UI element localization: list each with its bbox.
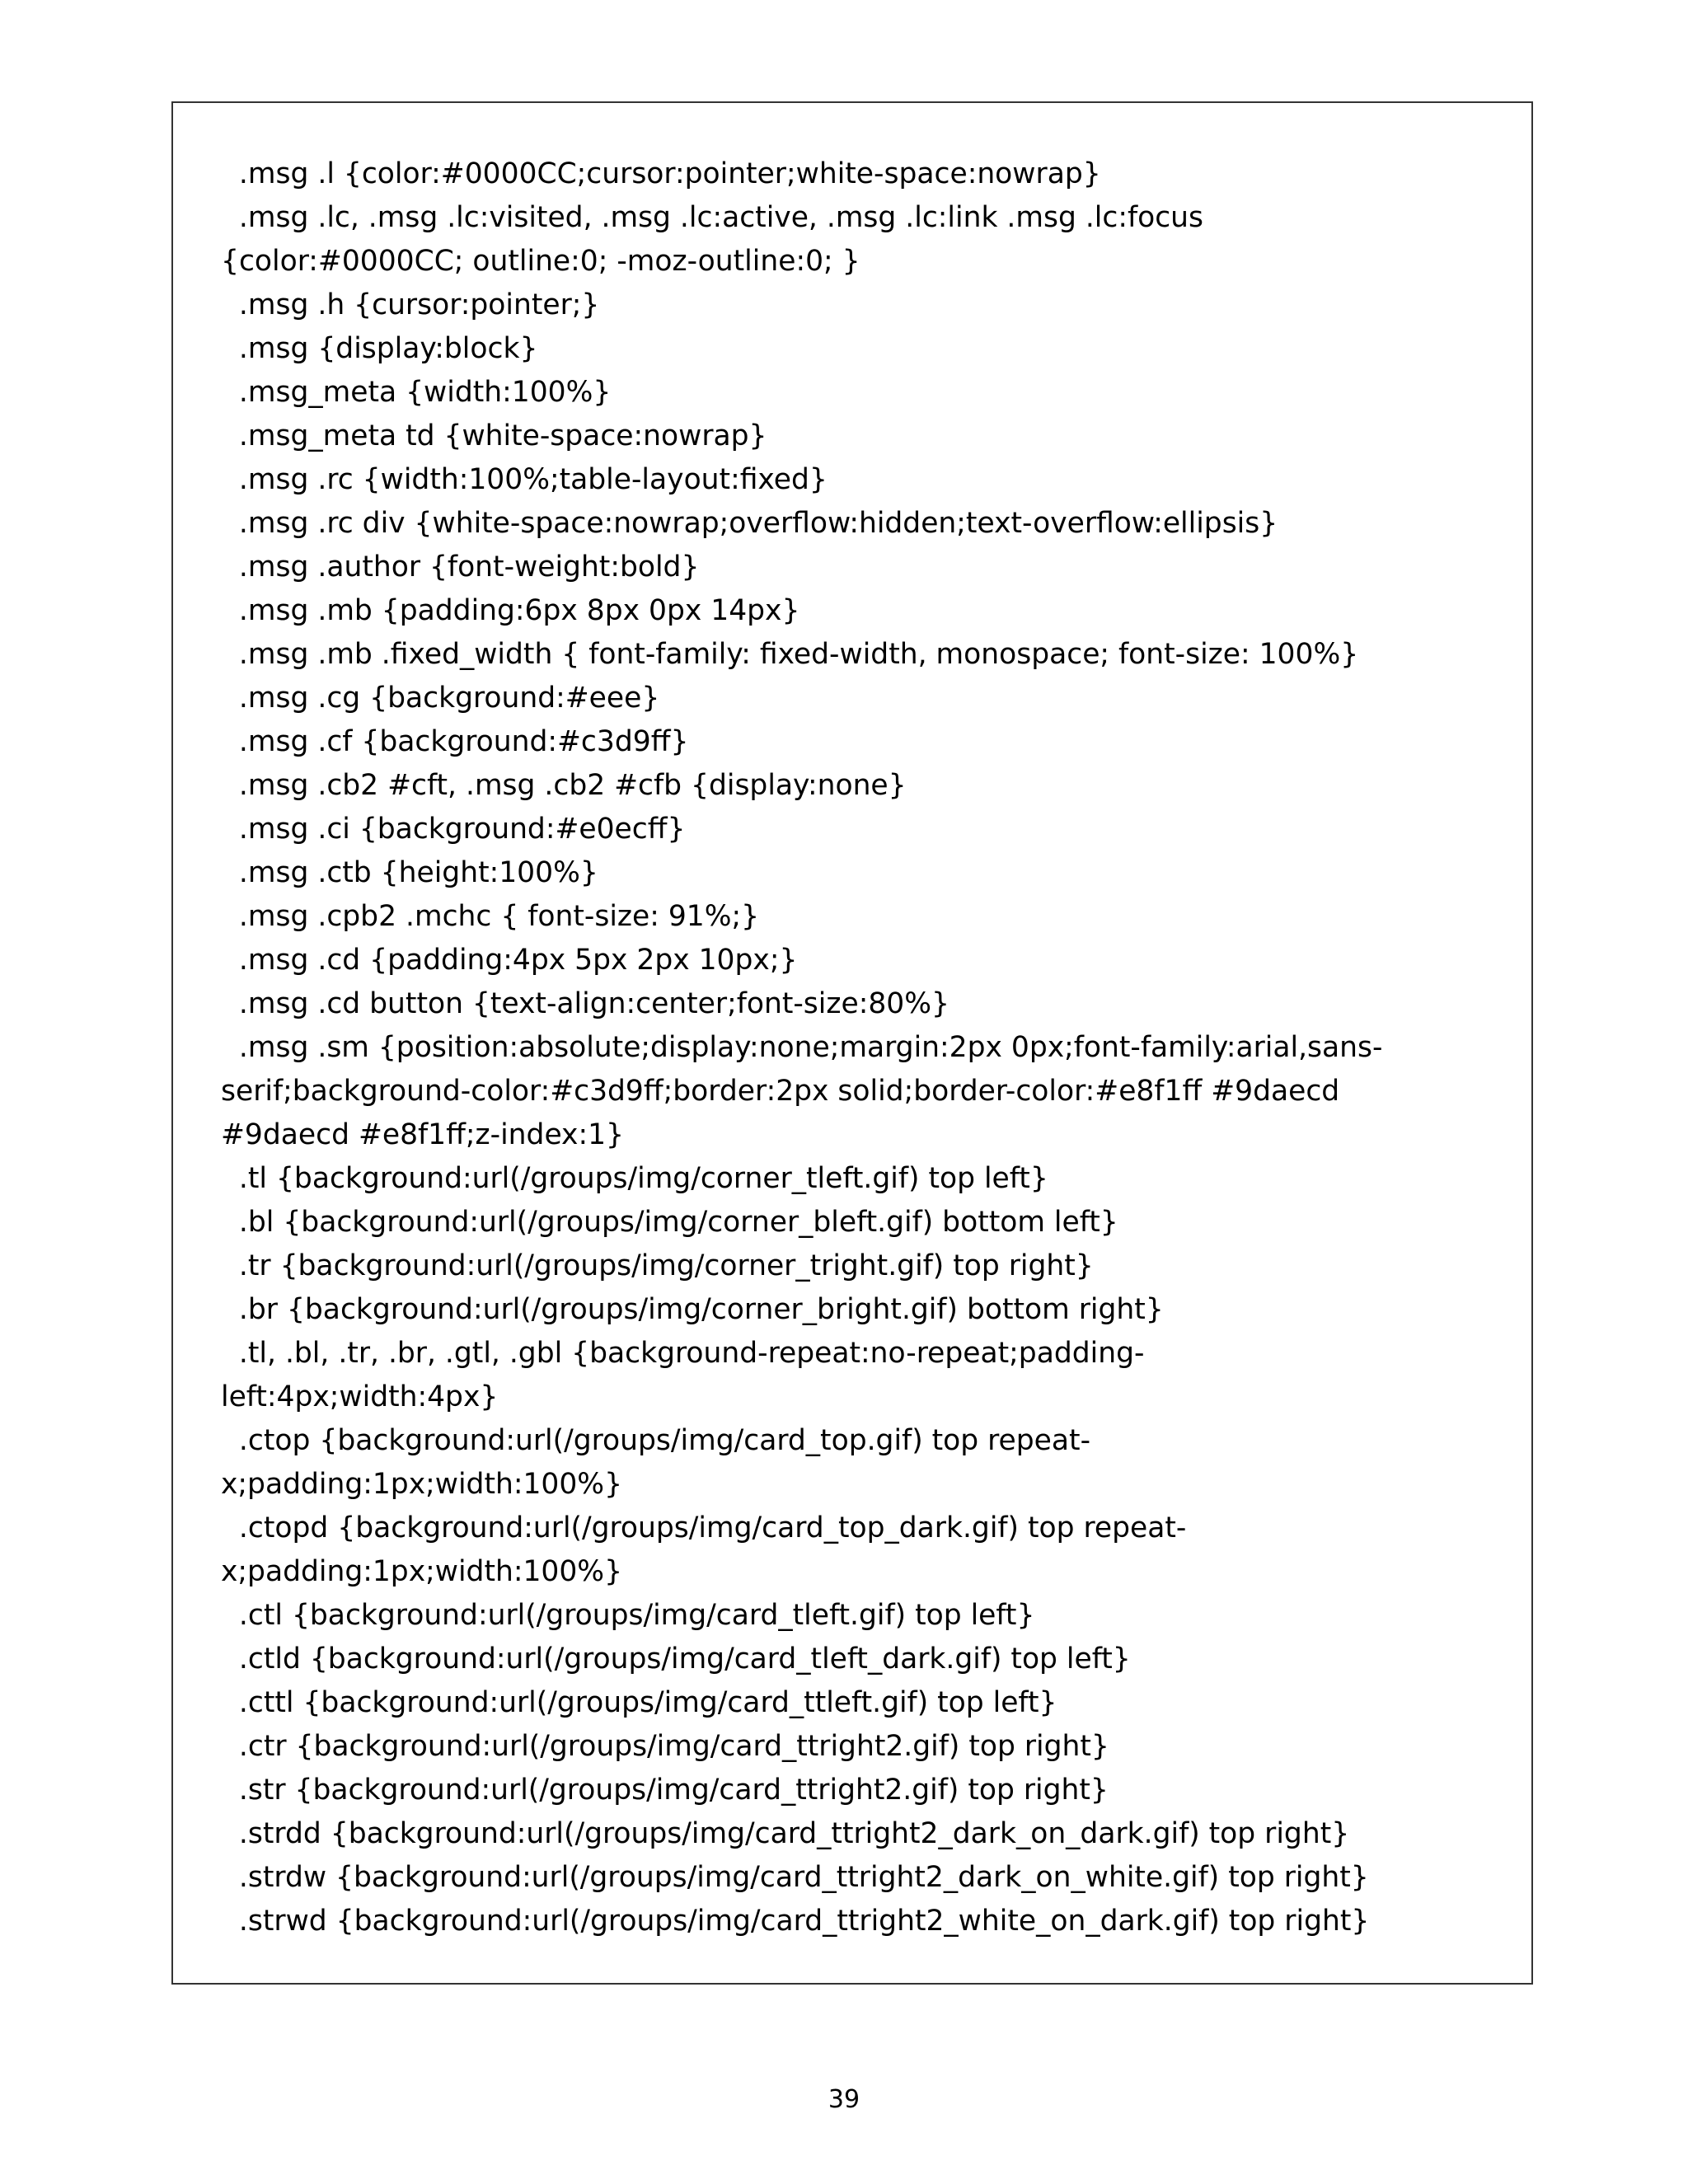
code-line: .ctl {background:url(/groups/img/card_tleft.gif) top left} bbox=[221, 1599, 1035, 1632]
code-line: .tl {background:url(/groups/img/corner_tleft.gif) top left} bbox=[221, 1162, 1048, 1195]
code-line: .msg {display:block} bbox=[221, 332, 538, 365]
code-line: .msg .l {color:#0000CC;cursor:pointer;white-space:nowrap} bbox=[221, 157, 1101, 190]
code-line: .ctop {background:url(/groups/img/card_top.gif) top repeat- bbox=[221, 1424, 1091, 1457]
code-line: .msg .cb2 #cft, .msg .cb2 #cfb {display:none} bbox=[221, 769, 907, 802]
code-line: .tl, .bl, .tr, .br, .gtl, .gbl {background-repeat:no-repeat;padding- bbox=[221, 1337, 1145, 1370]
code-line: .bl {background:url(/groups/img/corner_bleft.gif) bottom left} bbox=[221, 1206, 1118, 1239]
code-line: .msg .rc div {white-space:nowrap;overflow:hidden;text-overflow:ellipsis} bbox=[221, 507, 1278, 540]
code-line: left:4px;width:4px} bbox=[221, 1380, 499, 1413]
code-line: .msg .rc {width:100%;table-layout:fixed} bbox=[221, 463, 828, 496]
code-line: {color:#0000CC; outline:0; -moz-outline:0; } bbox=[221, 245, 860, 278]
code-line: .cttl {background:url(/groups/img/card_ttleft.gif) top left} bbox=[221, 1686, 1057, 1719]
code-line: .strdw {background:url(/groups/img/card_ttright2_dark_on_white.gif) top right} bbox=[221, 1861, 1369, 1894]
code-line: .msg .cd {padding:4px 5px 2px 10px;} bbox=[221, 944, 798, 977]
code-line: .msg .cf {background:#c3d9ff} bbox=[221, 725, 689, 758]
code-line: .msg .sm {position:absolute;display:none;margin:2px 0px;font-family:arial,sans- bbox=[221, 1031, 1383, 1064]
code-line: .msg .cd button {text-align:center;font-size:80%} bbox=[221, 987, 950, 1020]
code-line: .ctld {background:url(/groups/img/card_tleft_dark.gif) top left} bbox=[221, 1643, 1131, 1675]
code-listing bbox=[221, 152, 1507, 1943]
code-line: .msg .author {font-weight:bold} bbox=[221, 551, 700, 583]
page-number: 39 bbox=[828, 2085, 860, 2114]
code-line: x;padding:1px;width:100%} bbox=[221, 1468, 623, 1501]
code-line: .str {background:url(/groups/img/card_ttright2.gif) top right} bbox=[221, 1774, 1109, 1807]
code-line: .msg_meta td {white-space:nowrap} bbox=[221, 419, 767, 452]
code-listing-box bbox=[171, 101, 1533, 1985]
code-line: .ctr {background:url(/groups/img/card_ttright2.gif) top right} bbox=[221, 1730, 1109, 1763]
code-line: .msg .ctb {height:100%} bbox=[221, 856, 598, 889]
code-line: .strdd {background:url(/groups/img/card_ttright2_dark_on_dark.gif) top right} bbox=[221, 1817, 1350, 1850]
code-line: x;padding:1px;width:100%} bbox=[221, 1555, 623, 1588]
code-line: .msg .ci {background:#e0ecff} bbox=[221, 813, 686, 846]
code-line: .msg .mb {padding:6px 8px 0px 14px} bbox=[221, 594, 800, 627]
code-line: .msg .cg {background:#eee} bbox=[221, 682, 660, 715]
code-line: #9daecd #e8f1ff;z-index:1} bbox=[221, 1118, 624, 1151]
code-line: serif;background-color:#c3d9ff;border:2px solid;border-color:#e8f1ff #9daecd bbox=[221, 1075, 1340, 1108]
code-line: .ctopd {background:url(/groups/img/card_top_dark.gif) top repeat- bbox=[221, 1511, 1187, 1544]
code-line: .msg .mb .fixed_width { font-family: fixed-width, monospace; font-size: 100%} bbox=[221, 638, 1359, 671]
code-line: .br {background:url(/groups/img/corner_bright.gif) bottom right} bbox=[221, 1293, 1164, 1326]
code-line: .tr {background:url(/groups/img/corner_tright.gif) top right} bbox=[221, 1249, 1094, 1282]
code-line: .msg .h {cursor:pointer;} bbox=[221, 288, 600, 321]
code-line: .msg .lc, .msg .lc:visited, .msg .lc:active, .msg .lc:link .msg .lc:focus bbox=[221, 201, 1204, 234]
code-line: .msg_meta {width:100%} bbox=[221, 376, 612, 409]
code-line: .strwd {background:url(/groups/img/card_ttright2_white_on_dark.gif) top right} bbox=[221, 1905, 1370, 1938]
code-line: .msg .cpb2 .mchc { font-size: 91%;} bbox=[221, 900, 760, 933]
